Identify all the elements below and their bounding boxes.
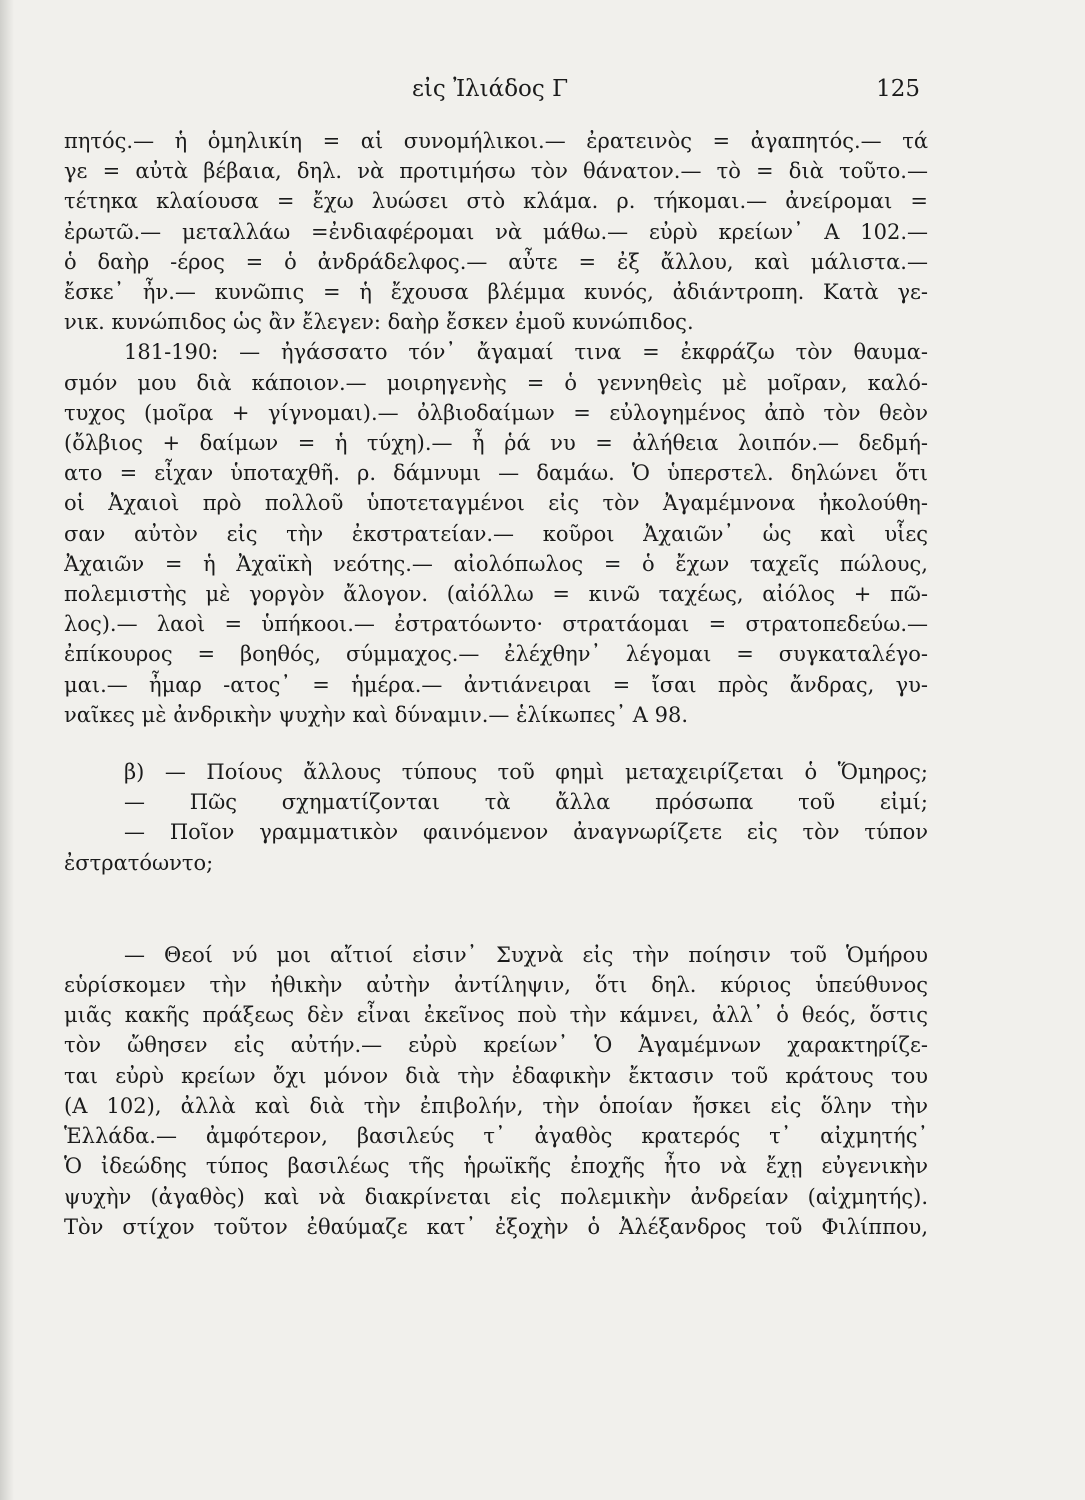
text-line: Τὸν στίχον τοῦτον ἐθαύμαζε κατ᾽ ἐξοχὴν ὁ Ἀλέξανδρος τοῦ Φιλίππου, <box>64 1214 928 1239</box>
text-line: (Α 102), ἀλλὰ καὶ διὰ τὴν ἐπιβολήν, τὴν ὁποίαν ἤσκει εἰς ὅλην τὴν <box>64 1093 928 1118</box>
text-line: Ἑλλάδα.— ἀμφότερον, βασιλεύς τ᾽ ἀγαθὸς κρατερός τ᾽ αἰχμητής᾽ <box>64 1124 928 1149</box>
page-number: 125 <box>876 76 920 102</box>
text-line: (ὄλβιος + δαίμων = ἡ τύχη).— ἦ ῥά νυ = ἀλήθεια λοιπόν.— δεδμή- <box>64 431 928 456</box>
text-line: Ὁ ἰδεώδης τύπος βασιλέως τῆς ἡρωϊκῆς ἐποχῆς ἦτο νὰ ἔχῃ εὐγενικὴν <box>64 1154 928 1179</box>
page-edge-shadow <box>0 0 14 1500</box>
text-line: τυχος (μοῖρα + γίγνομαι).— ὀλβιοδαίμων = εὐλογημένος ἀπὸ τὸν θεὸν <box>64 400 928 425</box>
text-line: ατο = εἶχαν ὑποταχθῆ. ρ. δάμνυμι — δαμάω. Ὁ ὑπερστελ. δηλώνει ὅτι <box>64 461 928 486</box>
text-line: πολεμιστὴς μὲ γοργὸν ἄλογον. (αἰόλλω = κινῶ ταχέως, αἰόλος + πῶ- <box>64 582 928 607</box>
page-body <box>64 126 928 1242</box>
text-line: — Θεοί νύ μοι αἴτιοί εἰσιν᾽ Συχνὰ εἰς τὴν ποίησιν τοῦ Ὁμήρου <box>124 942 928 967</box>
essay-paragraph <box>64 940 928 1242</box>
text-line: ὁ δαὴρ -έρος = ὁ ἀνδράδελφος.— αὖτε = ἐξ ἄλλου, καὶ μάλιστα.— <box>64 249 928 274</box>
text-line: οἱ Ἀχαιοὶ πρὸ πολλοῦ ὑποτεταγμένοι εἰς τὸν Ἀγαμέμνονα ἠκολούθη- <box>64 491 928 516</box>
text-line: μιᾶς κακῆς πράξεως δὲν εἶναι ἐκεῖνος ποὺ τὴν κάμνει, ἀλλ᾽ ὁ θεός, ὅστις <box>64 1003 928 1028</box>
commentary-paragraph <box>64 126 928 337</box>
questions-section <box>64 757 928 878</box>
text-line: νικ. κυνώπιδος ὡς ἂν ἔλεγεν: δαὴρ ἔσκεν ἐμοῦ κυνώπιδος. <box>64 310 694 335</box>
text-line: εὑρίσκομεν τὴν ἠθικὴν αὐτὴν ἀντίληψιν, ὅτι δηλ. κύριος ὑπεύθυνος <box>64 973 928 998</box>
text-line: ἔσκε᾽ ἦν.— κυνῶπις = ἡ ἔχουσα βλέμμα κυνός, ἀδιάντροπη. Κατὰ γε- <box>64 280 928 305</box>
text-line: ἐπίκουρος = βοηθός, σύμμαχος.— ἐλέχθην᾽ λέγομαι = συγκαταλέγο- <box>64 642 928 667</box>
text-line: ψυχὴν (ἀγαθὸς) καὶ νὰ διακρίνεται εἰς πολεμικὴν ἀνδρείαν (αἰχμητής). <box>64 1184 928 1209</box>
text-line: τὸν ὤθησεν εἰς αὐτήν.— εὐρὺ κρείων᾽ Ὁ Ἀγαμέμνων χαρακτηρίζε- <box>64 1033 928 1058</box>
question-line: — Πῶς σχηματίζονται τὰ ἄλλα πρόσωπα τοῦ εἰμί; <box>124 790 928 815</box>
question-line: β) — Ποίους ἄλλους τύπους τοῦ φημὶ μεταχειρίζεται ὁ Ὅμηρος; <box>124 760 928 785</box>
text-line: τέτηκα κλαίουσα = ἔχω λυώσει στὸ κλάμα. ρ. τήκομαι.— ἀνείρομαι = <box>64 189 928 214</box>
text-line: ναῖκες μὲ ἀνδρικὴν ψυχὴν καὶ δύναμιν.— ἑλίκωπες᾽ Α 98. <box>64 702 689 727</box>
text-line: σμόν μου διὰ κάποιον.— μοιρηγενὴς = ὁ γεννηθεὶς μὲ μοῖραν, καλό- <box>64 370 928 395</box>
text-line: γε = αὐτὰ βέβαια, δηλ. νὰ προτιμήσω τὸν θάνατον.— τὸ = διὰ τοῦτο.— <box>64 159 928 184</box>
text-line: Ἀχαιῶν = ἡ Ἀχαϊκὴ νεότης.— αἰολόπωλος = ὁ ἔχων ταχεῖς πώλους, <box>64 551 928 576</box>
text-line: ται εὐρὺ κρείων ὄχι μόνον διὰ τὴν ἐδαφικὴν ἔκτασιν τοῦ κράτους του <box>64 1063 928 1088</box>
text-line: λος).— λαοὶ = ὑπήκοοι.— ἐστρατόωντο· στρατάομαι = στρατοπεδεύω.— <box>64 612 928 637</box>
text-line: σαν αὐτὸν εἰς τὴν ἐκστρατείαν.— κοῦροι Ἀχαιῶν᾽ ὡς καὶ υἷες <box>64 521 928 546</box>
text-line: 181-190: — ἠγάσσατο τόν᾽ ἄγαμαί τινα = ἐκφράζω τὸν θαυμα- <box>124 340 928 365</box>
question-line: — Ποῖον γραμματικὸν φαινόμενον ἀναγνωρίζετε εἰς τὸν τύπον <box>124 820 928 845</box>
page-header <box>60 76 920 106</box>
text-line: μαι.— ἦμαρ -ατος᾽ = ἡμέρα.— ἀντιάνειραι = ἴσαι πρὸς ἄνδρας, γυ- <box>64 672 928 697</box>
text-line: πητός.— ἡ ὁμηλικίη = αἱ συνομήλικοι.— ἐρατεινὸς = ἀγαπητός.— τά <box>64 129 928 153</box>
question-line: ἐστρατόωντο; <box>64 850 214 875</box>
running-title: εἰς Ἰλιάδος Γ <box>411 76 569 102</box>
verses-181-190-paragraph <box>64 337 928 730</box>
text-line: ἐρωτῶ.— μεταλλάω =ἐνδιαφέρομαι νὰ μάθω.— εὐρὺ κρείων᾽ Α 102.— <box>64 219 928 244</box>
